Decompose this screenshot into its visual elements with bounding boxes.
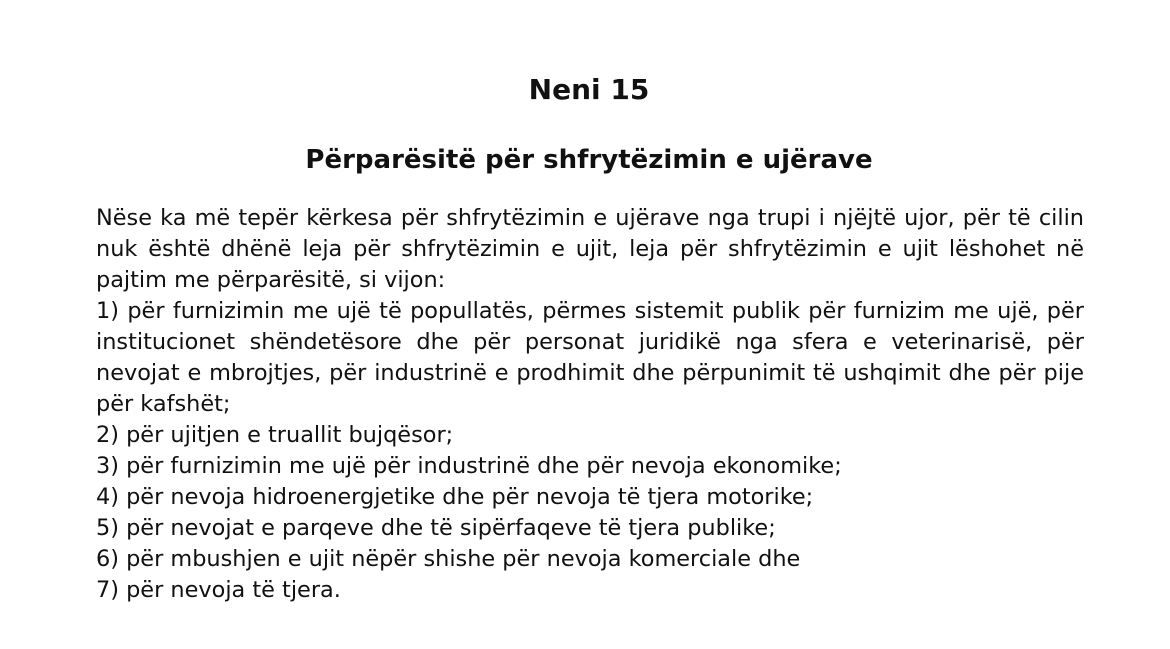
article-body <box>96 203 1084 606</box>
article-number: Neni 15 <box>528 73 650 106</box>
list-item: 3) për furnizimin me ujë për industrinë dhe për nevoja ekonomike; <box>96 453 842 479</box>
list-item: 1) për furnizimin me ujë të popullatës, përmes sistemit publik për furnizim me ujë, për institucionet shëndetësore dhe për personat juridikë nga sfera e veterinarisë, për nevojat e mbrojtjes, për industrinë e prodhimit dhe përpunimit të ushqimit dhe për pije për kafshët; <box>96 298 1084 417</box>
article-title: Përparësitë për shfrytëzimin e ujërave <box>305 145 873 175</box>
list-item: 6) për mbushjen e ujit nëpër shishe për nevoja komerciale dhe <box>96 546 801 572</box>
article-intro: Nëse ka më tepër kërkesa për shfrytëzimin e ujërave nga trupi i njëjtë ujor, për të cilin nuk është dhënë leja për shfrytëzimin e ujit, leja për shfrytëzimin e ujit lëshohet në pajtim me përparësitë, si vijon: <box>96 205 1084 293</box>
list-item: 7) për nevoja të tjera. <box>96 577 341 603</box>
list-item: 2) për ujitjen e truallit bujqësor; <box>96 422 454 448</box>
list-item: 5) për nevojat e parqeve dhe të sipërfaqeve të tjera publike; <box>96 515 776 541</box>
list-item: 4) për nevoja hidroenergjetike dhe për nevoja të tjera motorike; <box>96 484 814 510</box>
